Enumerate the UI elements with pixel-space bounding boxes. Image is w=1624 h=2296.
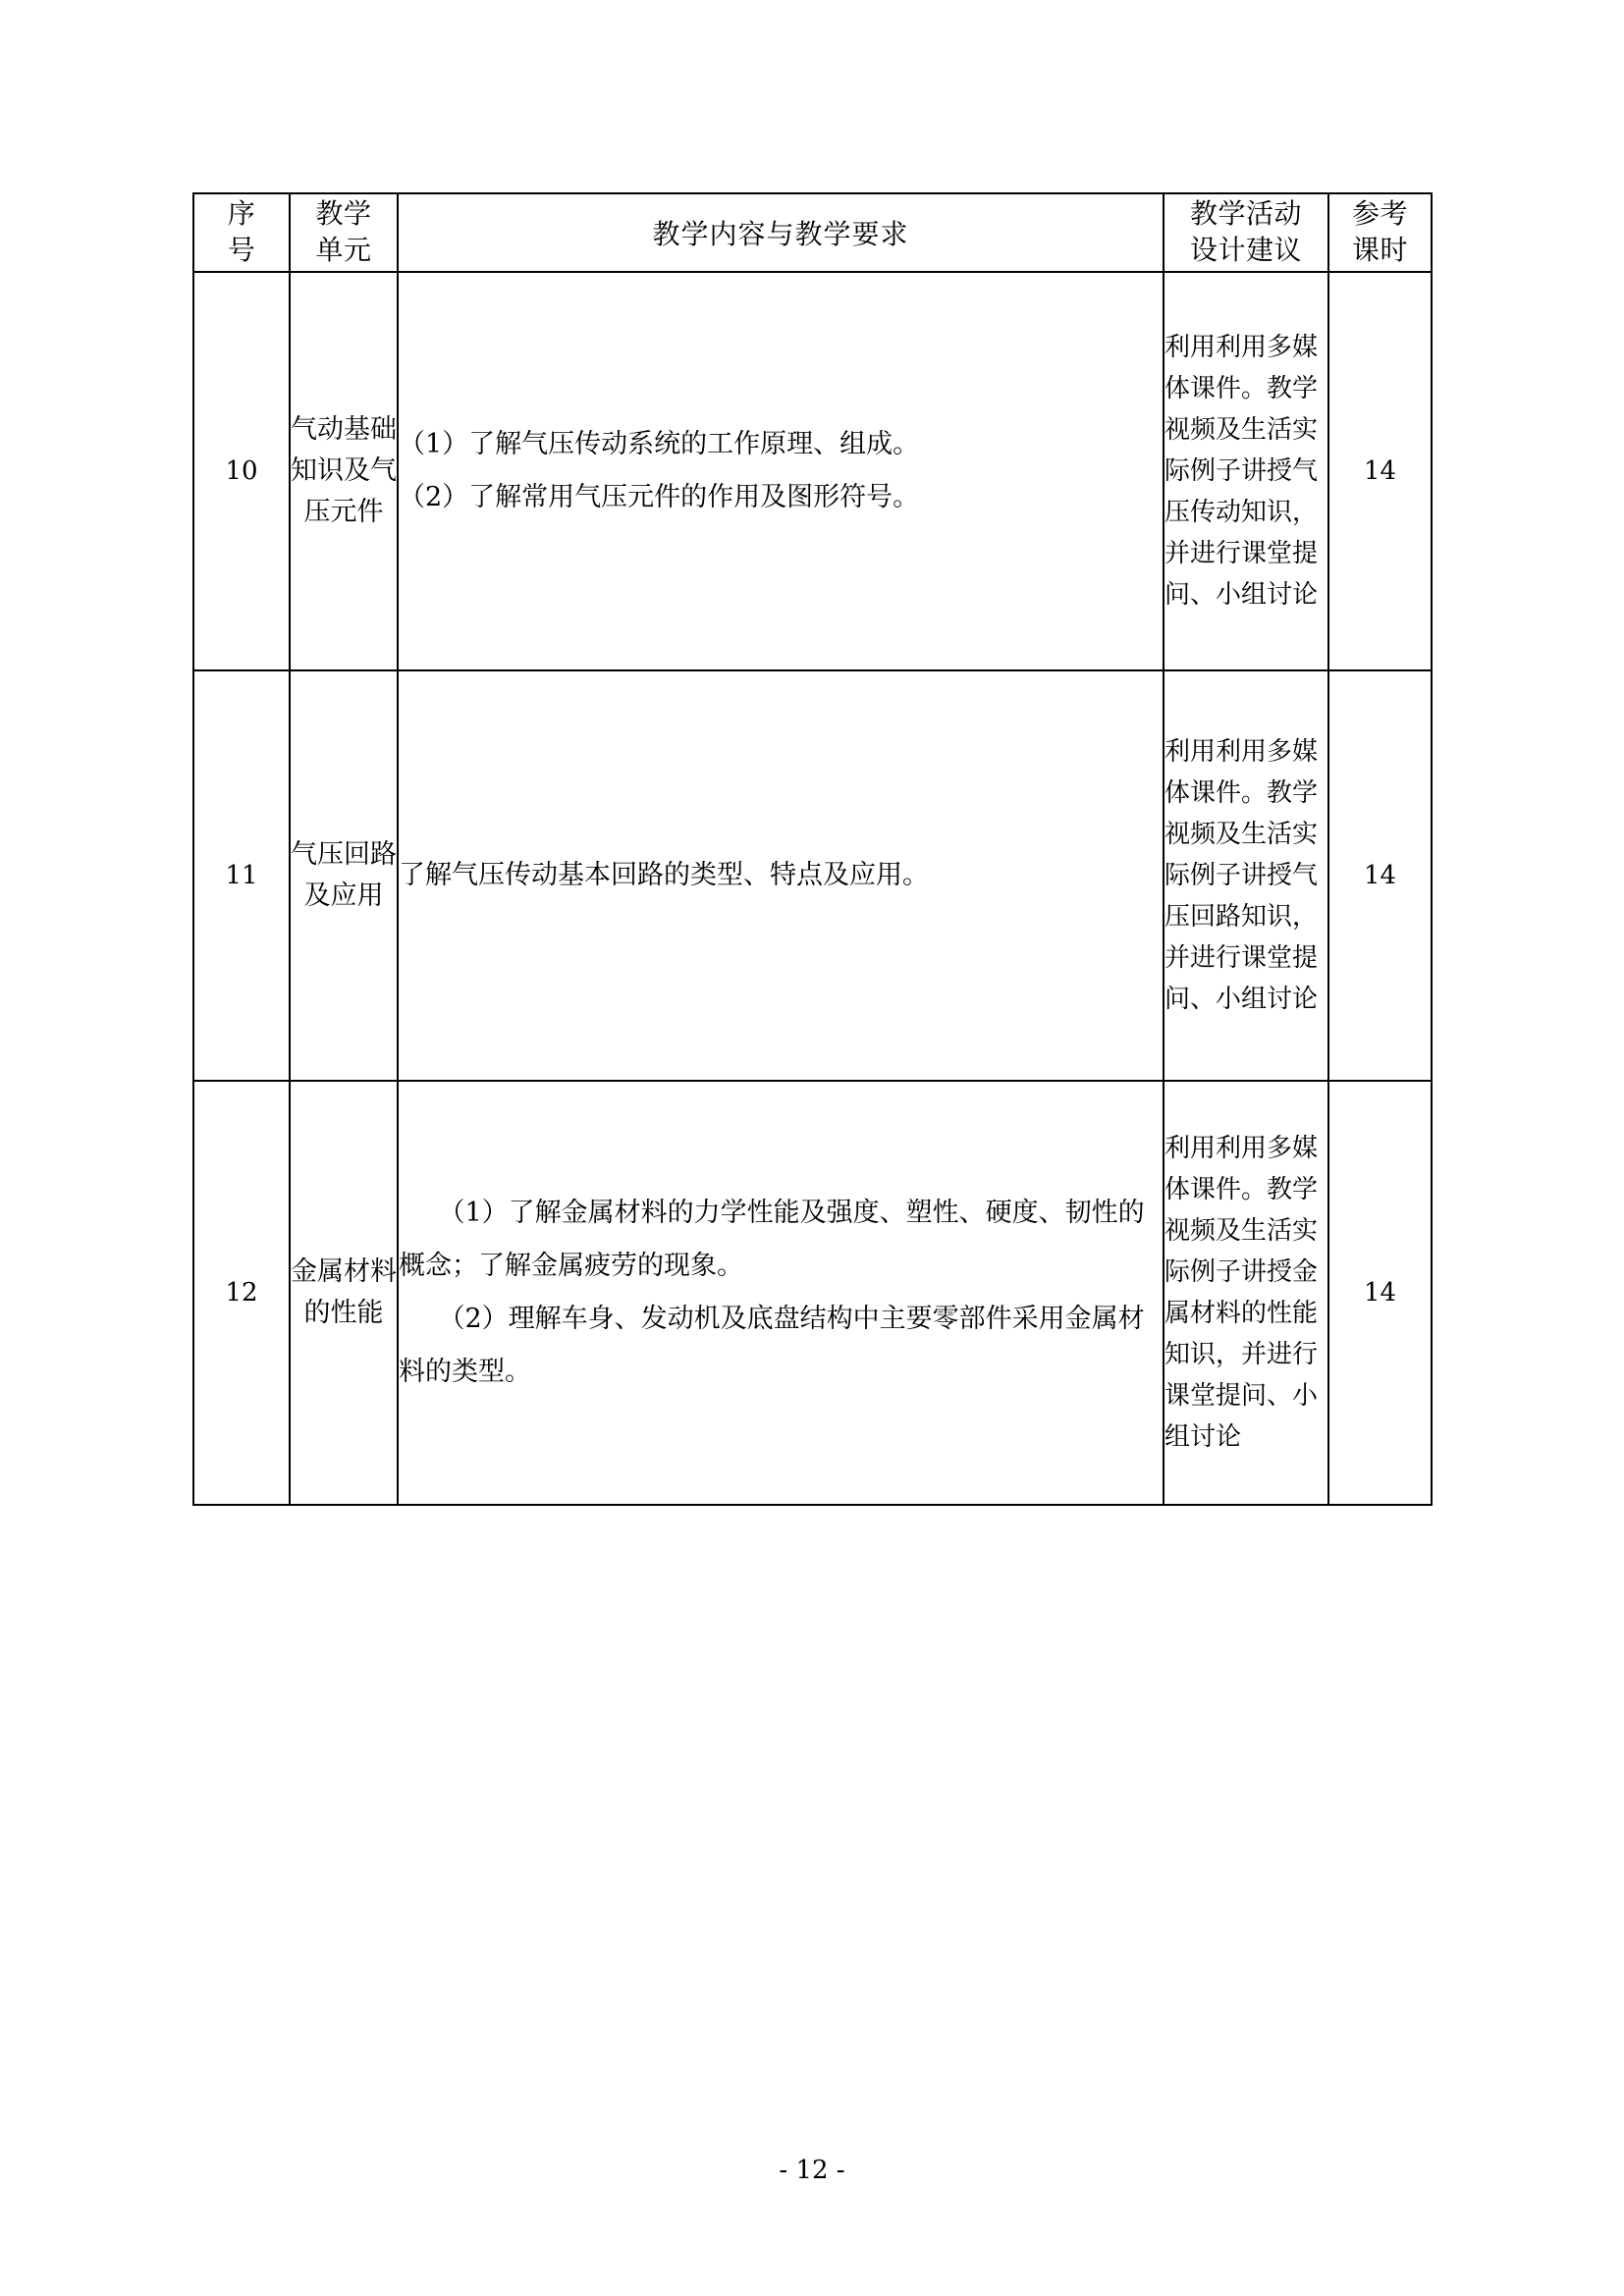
row-activity-suggestion: 利用利用多媒体课件。教学视频及生活实际例子讲授气压回路知识，并进行课堂提问、小组讨论 [1164, 670, 1328, 1081]
header-cell-reference-hours [1328, 193, 1432, 272]
header-hours-line1: 参考 [1351, 197, 1408, 231]
header-serial-line1: 序 [227, 197, 256, 231]
row-serial-number: 12 [193, 1081, 290, 1505]
page-number-footer: - 12 - [779, 2156, 845, 2185]
content-line: （2）理解车身、发动机及底盘结构中主要零部件采用金属材料的类型。 [399, 1304, 1145, 1387]
row-serial-number: 11 [193, 670, 290, 1081]
table-row [193, 1081, 1432, 1505]
header-cell-content-and-requirements: 教学内容与教学要求 [398, 193, 1164, 272]
header-activity-line1: 教学活动 [1189, 197, 1302, 231]
row-reference-hours: 14 [1328, 272, 1432, 670]
content-line: （1）了解金属材料的力学性能及强度、塑性、硬度、韧性的概念；了解金属疲劳的现象。 [399, 1198, 1145, 1281]
header-cell-teaching-unit [290, 193, 398, 272]
row-content-and-requirements [398, 670, 1164, 1081]
table-row [193, 670, 1432, 1081]
row-content-and-requirements [398, 1081, 1164, 1505]
header-cell-activity-suggestion [1164, 193, 1328, 272]
header-unit-line2: 单元 [315, 234, 372, 266]
content-line: 了解气压传动基本回路的类型、特点及应用。 [399, 860, 929, 890]
row-reference-hours: 14 [1328, 1081, 1432, 1505]
table-header-row [193, 193, 1432, 272]
row-activity-suggestion: 利用利用多媒体课件。教学视频及生活实际例子讲授气压传动知识，并进行课堂提问、小组讨论 [1164, 272, 1328, 670]
row-activity-suggestion: 利用利用多媒体课件。教学视频及生活实际例子讲授金属材料的性能知识，并进行课堂提问、小组讨论 [1164, 1081, 1328, 1505]
row-reference-hours: 14 [1328, 670, 1432, 1081]
content-line: （1）了解气压传动系统的工作原理、组成。 [399, 429, 920, 459]
header-serial-line2: 号 [227, 234, 256, 266]
syllabus-table-container [192, 192, 1431, 1506]
header-cell-serial-number [193, 193, 290, 272]
header-activity-line2: 设计建议 [1189, 234, 1302, 266]
row-teaching-unit: 气动基础知识及气压元件 [290, 272, 398, 670]
header-hours-line2: 课时 [1351, 234, 1408, 266]
content-line: （2）了解常用气压元件的作用及图形符号。 [399, 482, 920, 512]
row-teaching-unit: 气压回路及应用 [290, 670, 398, 1081]
row-teaching-unit: 金属材料的性能 [290, 1081, 398, 1505]
header-unit-line1: 教学 [315, 197, 372, 231]
row-content-and-requirements [398, 272, 1164, 670]
row-serial-number: 10 [193, 272, 290, 670]
teaching-plan-table [192, 192, 1433, 1506]
table-row [193, 272, 1432, 670]
